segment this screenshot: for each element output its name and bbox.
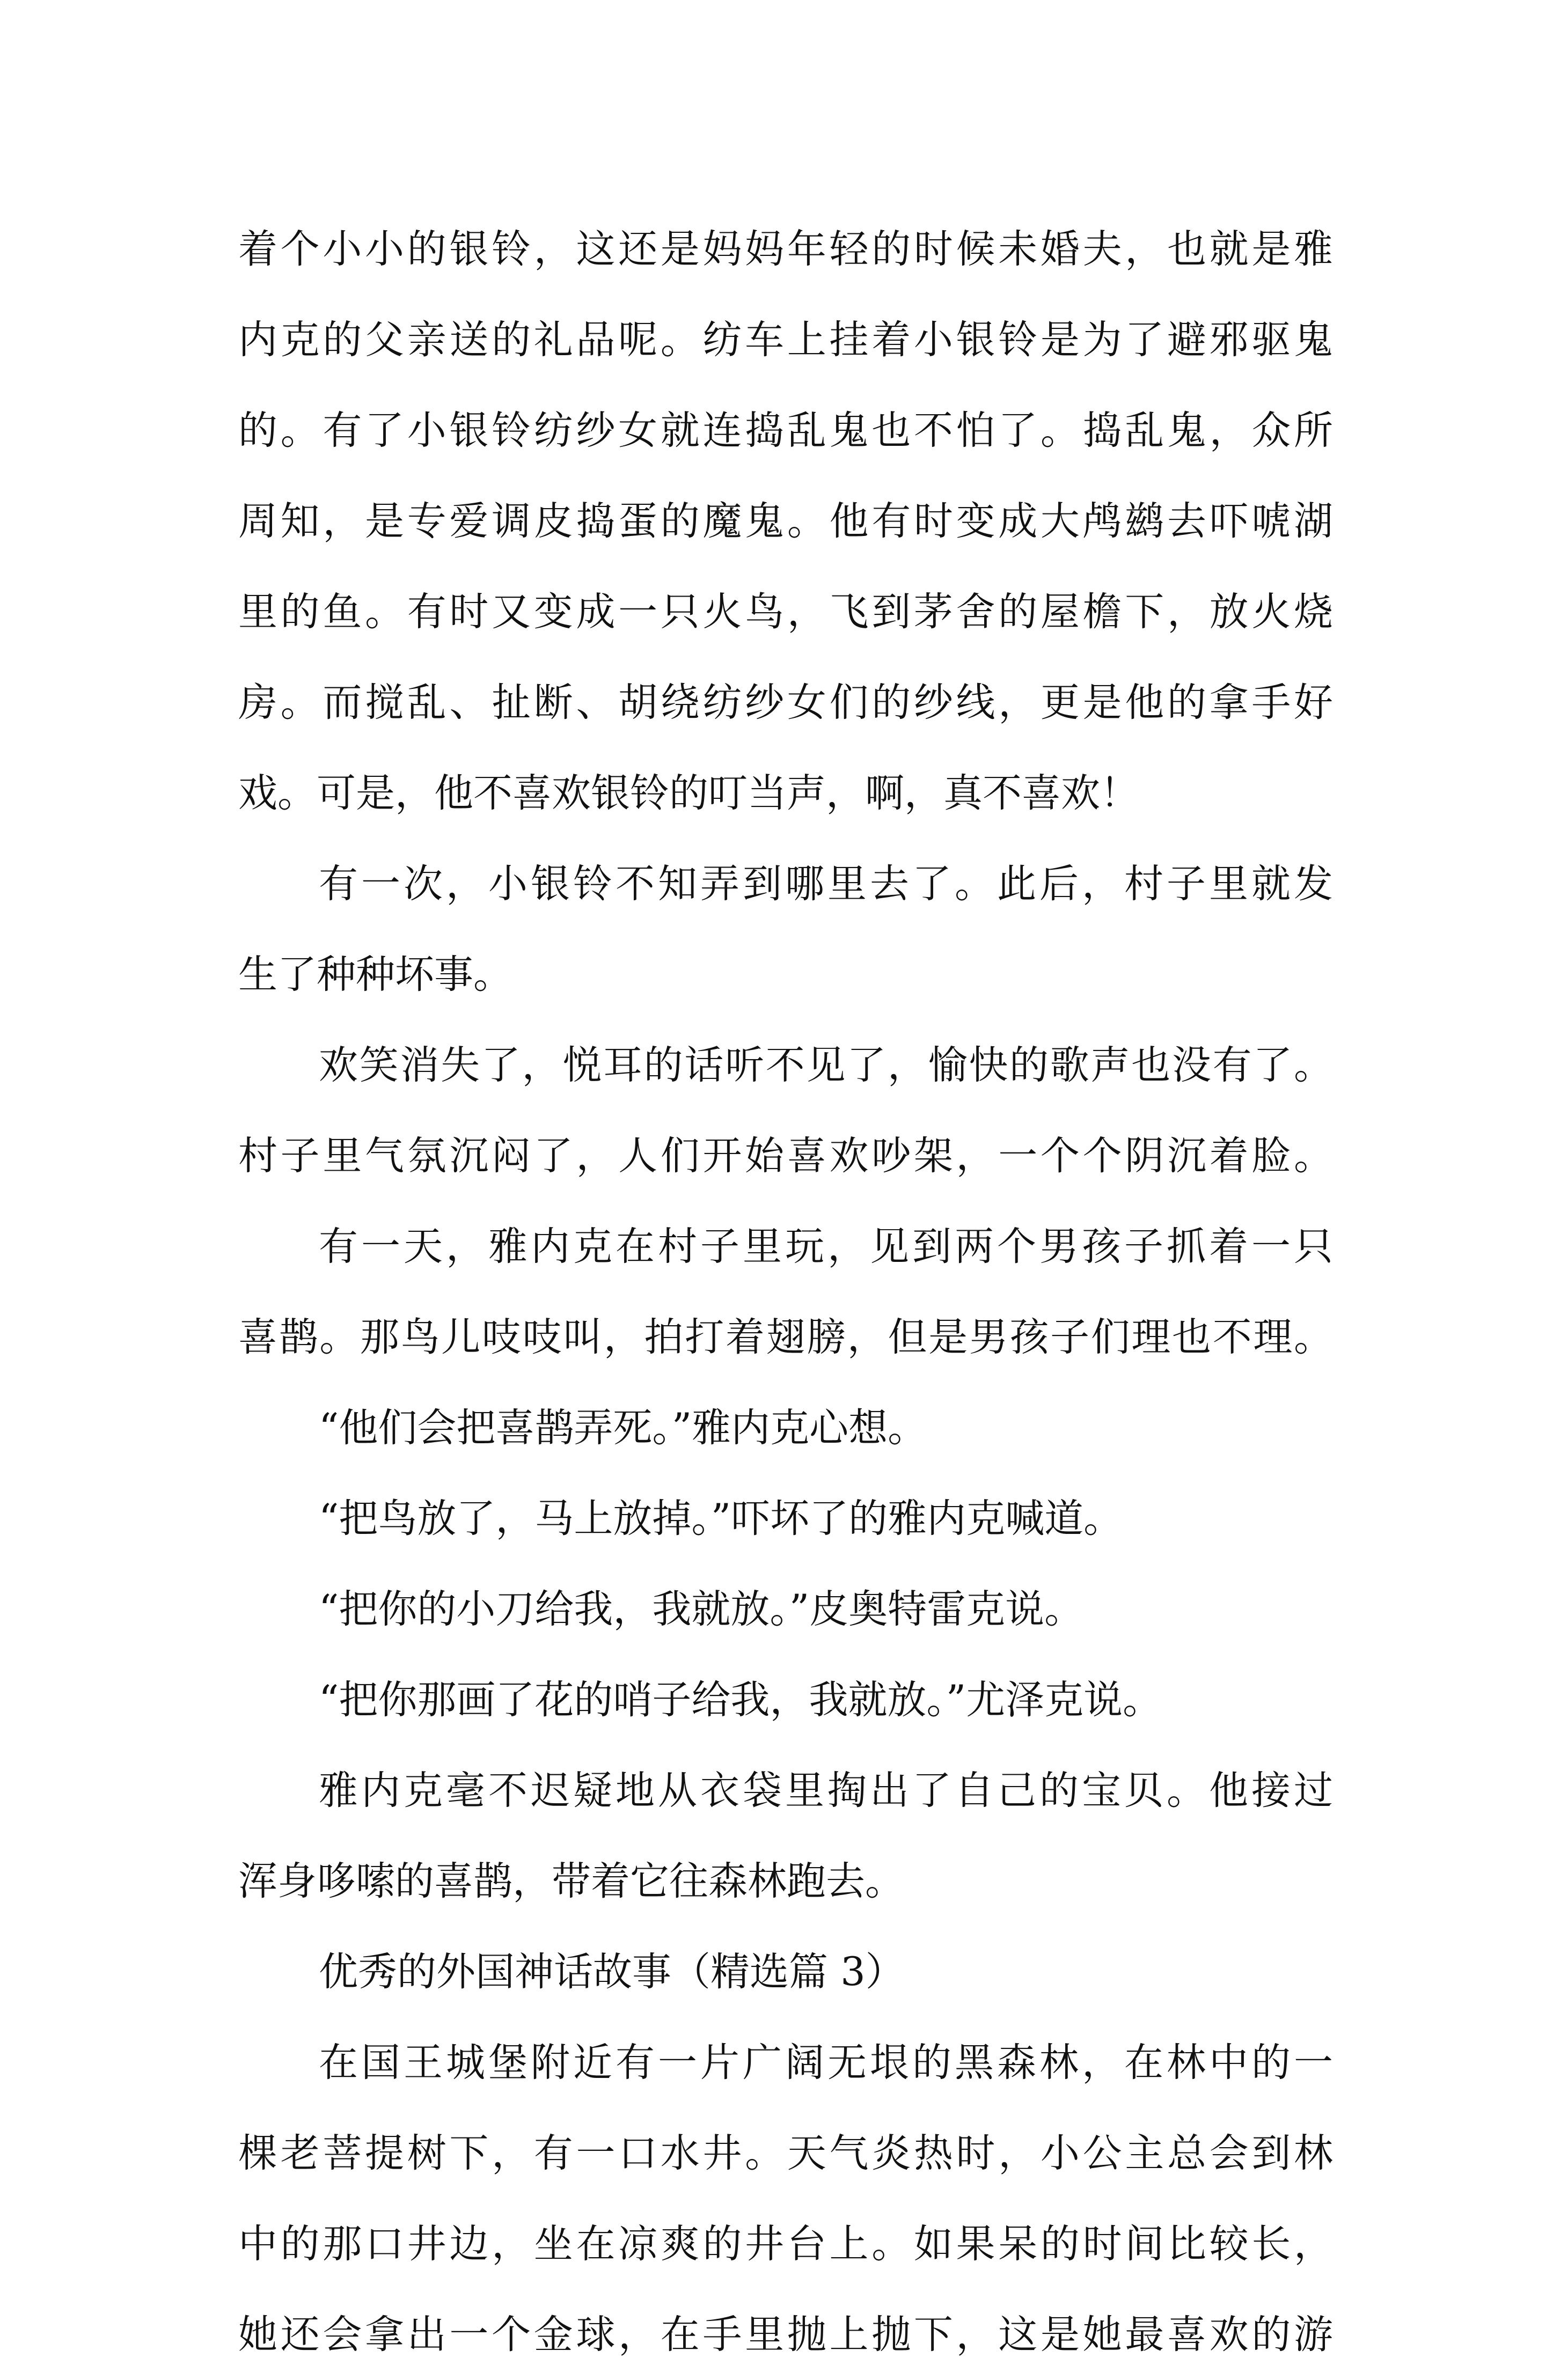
- text-line: 在国王城堡附近有一片广阔无垠的黑森林，在林中的一: [319, 2040, 1333, 2085]
- body-text: [238, 204, 1333, 2380]
- text-line: 喜鹊。那鸟儿吱吱叫，拍打着翅膀，但是男孩子们理也不理。: [238, 1314, 1333, 1360]
- text-line: 有一天，雅内克在村子里玩，见到两个男孩子抓着一只: [319, 1224, 1333, 1269]
- text-line: “把鸟放了，马上放掉。”吓坏了的雅内克喊道。: [319, 1496, 1123, 1541]
- text-line: 戏。可是，他不喜欢银铃的叮当声，啊，真不喜欢！: [238, 770, 1139, 816]
- text-line: “他们会把喜鹊弄死。”雅内克心想。: [319, 1405, 927, 1451]
- text-line: 村子里气氛沉闷了，人们开始喜欢吵架，一个个阴沉着脸。: [238, 1133, 1333, 1179]
- text-line: “把你的小刀给我，我就放。”皮奥特雷克说。: [319, 1586, 1084, 1632]
- text-line: 里的鱼。有时又变成一只火鸟，飞到茅舍的屋檐下，放火烧: [238, 589, 1333, 635]
- text-line: 优秀的外国神话故事（精选篇 3）: [319, 1949, 905, 1995]
- text-line: 房。而搅乱、扯断、胡绕纺纱女们的纱线，更是他的拿手好: [238, 680, 1333, 725]
- text-line: 内克的父亲送的礼品呢。纺车上挂着小银铃是为了避邪驱鬼: [238, 317, 1333, 363]
- text-line: 她还会拿出一个金球，在手里抛上抛下，这是她最喜欢的游: [238, 2312, 1333, 2357]
- text-line: 有一次，小银铃不知弄到哪里去了。此后，村子里就发: [319, 861, 1333, 907]
- text-line: “把你那画了花的哨子给我，我就放。”尤泽克说。: [319, 1677, 1162, 1723]
- text-line: 浑身哆嗦的喜鹊，带着它往森林跑去。: [238, 1859, 904, 1904]
- text-line: 生了种种坏事。: [238, 952, 512, 997]
- text-line: 棵老菩提树下，有一口水井。天气炎热时，小公主总会到林: [238, 2131, 1333, 2176]
- text-line: 着个小小的银铃，这还是妈妈年轻的时候未婚夫，也就是雅: [238, 226, 1333, 272]
- text-line: 中的那口井边，坐在凉爽的井台上。如果呆的时间比较长，: [238, 2221, 1333, 2267]
- text-line: 的。有了小银铃纺纱女就连捣乱鬼也不怕了。捣乱鬼，众所: [238, 408, 1333, 453]
- text-line: 雅内克毫不迟疑地从衣袋里掏出了自己的宝贝。他接过: [319, 1768, 1333, 1813]
- text-line: 欢笑消失了，悦耳的话听不见了，愉快的歌声也没有了。: [319, 1042, 1333, 1088]
- text-line: 周知，是专爱调皮捣蛋的魔鬼。他有时变成大鸬鹚去吓唬湖: [238, 498, 1333, 544]
